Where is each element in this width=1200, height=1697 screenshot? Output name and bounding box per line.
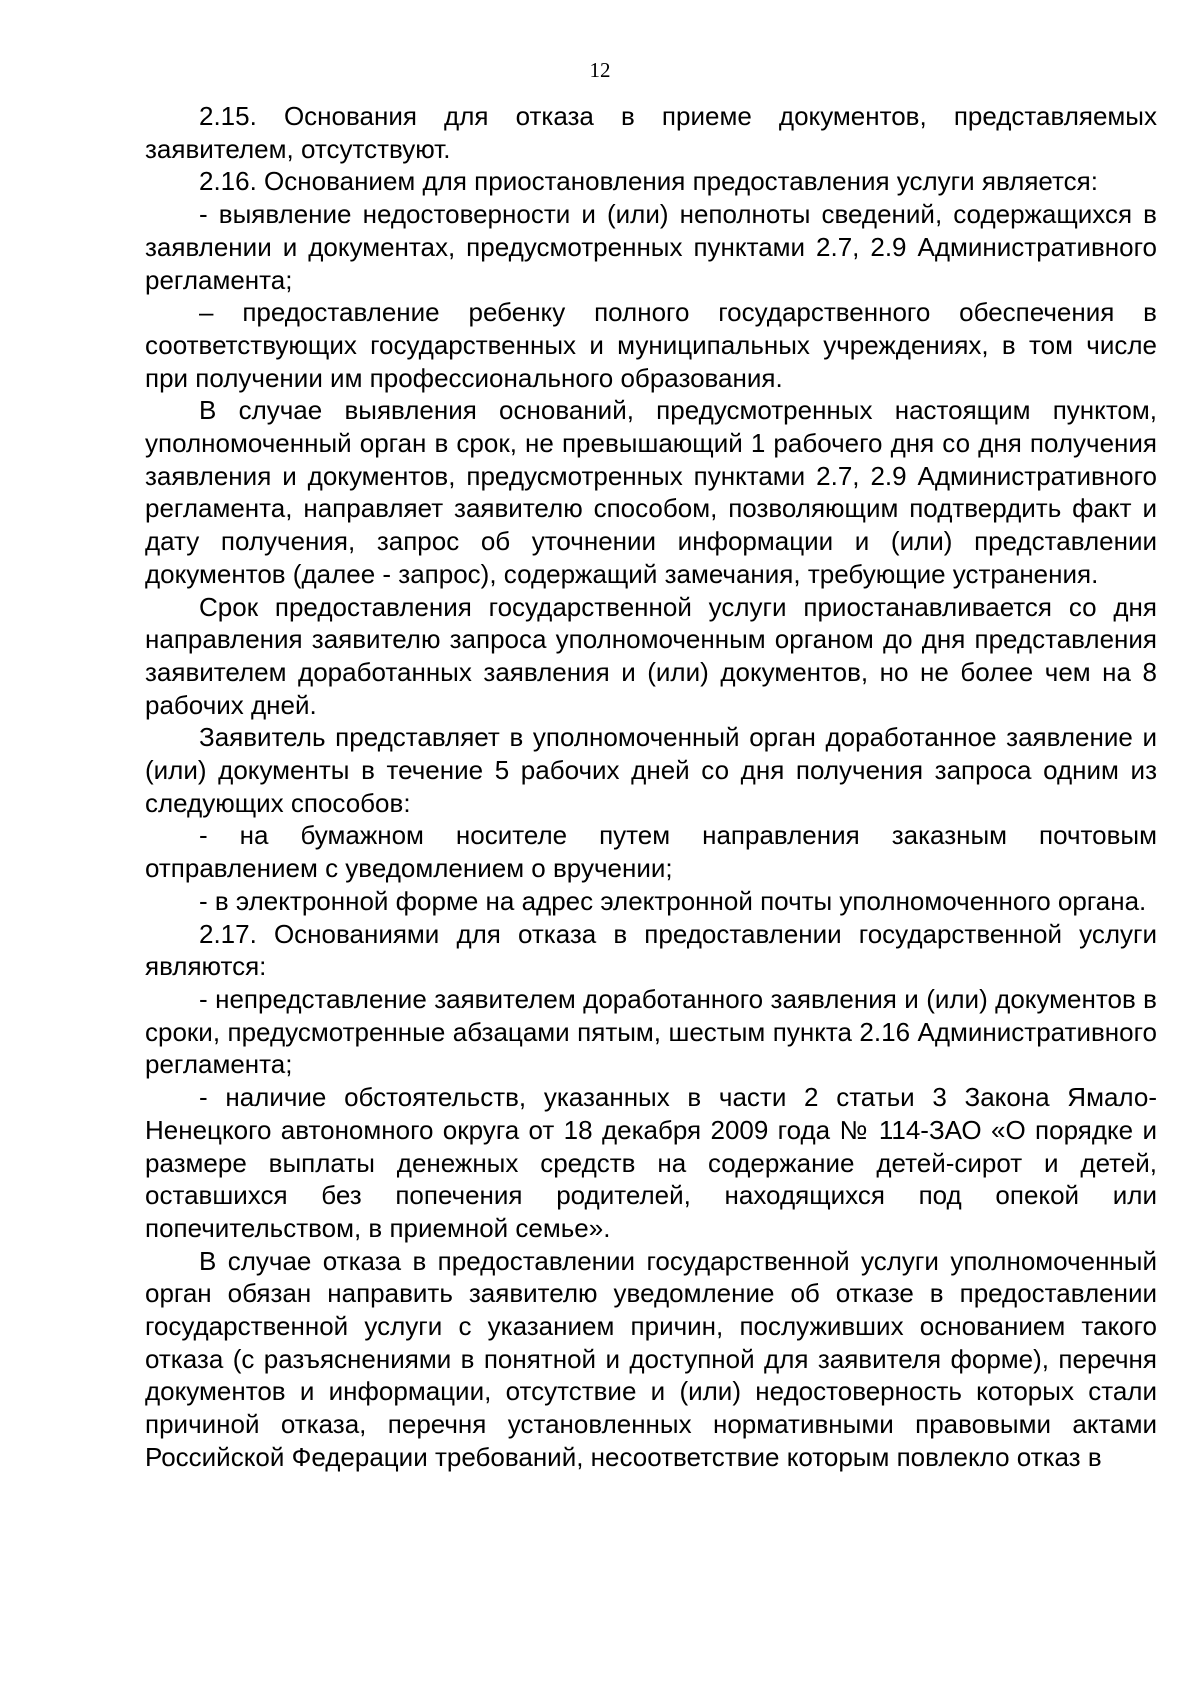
paragraph-2-17: 2.17. Основаниями для отказа в предоставлении государственной услуги являются: xyxy=(145,918,1157,982)
list-item-electronic: - в электронной форме на адрес электронной почты уполномоченного органа. xyxy=(199,885,1147,916)
paragraph-refusal-notice: В случае отказа в предоставлении государственной услуги уполномоченный орган обязан направить заявителю уведомление об отказе в предоставлении государственной услуги с указанием причин, послуживших основанием такого отказа (с разъяснениями в понятной и доступной для заявителя форме), перечня документов и информации, отсутствие и (или) недостоверность которых стали причиной отказа, перечня установленных нормативными правовыми актами Российской Федерации требований, несоответствие которым повлекло отказ в xyxy=(145,1245,1157,1472)
list-item-non-submission: - непредставление заявителем доработанного заявления и (или) документов в сроки, предусмотренные абзацами пятым, шестым пункта 2.16 Административного регламента; xyxy=(145,983,1157,1080)
paragraph-2-16: 2.16. Основанием для приостановления предоставления услуги является: xyxy=(199,166,1098,197)
list-item-paper: - на бумажном носителе путем направления заказным почтовым отправлением с уведомлением о вручении; xyxy=(145,820,1157,884)
page-number: 12 xyxy=(589,58,611,82)
paragraph-request: В случае выявления оснований, предусмотренных настоящим пунктом, уполномоченный орган в срок, не превышающий 1 рабочего дня со дня получения заявления и документов, предусмотренных пунктами 2.7, 2.9 Административного регламента, направляет заявителю способом, позволяющим подтвердить факт и дату получения, запрос об уточнении информации и (или) представлении документов (далее - запрос), содержащий замечания, требующие устранения. xyxy=(145,395,1157,589)
paragraph-2-15: 2.15. Основания для отказа в приеме документов, представляемых заявителем, отсутствуют. xyxy=(145,101,1157,164)
document-body xyxy=(145,100,1157,1474)
list-item-unreliable-info: - выявление недостоверности и (или) неполноты сведений, содержащихся в заявлении и документах, предусмотренных пунктами 2.7, 2.9 Административного регламента; xyxy=(145,199,1157,295)
list-item-circumstances: - наличие обстоятельств, указанных в части 2 статьи 3 Закона Ямало-Ненецкого автономного округа от 18 декабря 2009 года № 114-ЗАО «О порядке и размере выплаты денежных средств на содержание детей-сирот и детей, оставшихся без попечения родителей, находящихся под опекой или попечительством, в приемной семье». xyxy=(145,1082,1157,1243)
paragraph-applicant-submits: Заявитель представляет в уполномоченный орган доработанное заявление и (или) документы в течение 5 рабочих дней со дня получения запроса одним из следующих способов: xyxy=(145,722,1157,818)
paragraph-suspension-term: Срок предоставления государственной услуги приостанавливается со дня направления заявителю запроса уполномоченным органом до дня представления заявителем доработанных заявления и (или) документов, но не более чем на 8 рабочих дней. xyxy=(145,591,1157,720)
list-item-state-support: – предоставление ребенку полного государственного обеспечения в соответствующих государственных и муниципальных учреждениях, в том числе при получении им профессионального образования. xyxy=(145,297,1157,393)
